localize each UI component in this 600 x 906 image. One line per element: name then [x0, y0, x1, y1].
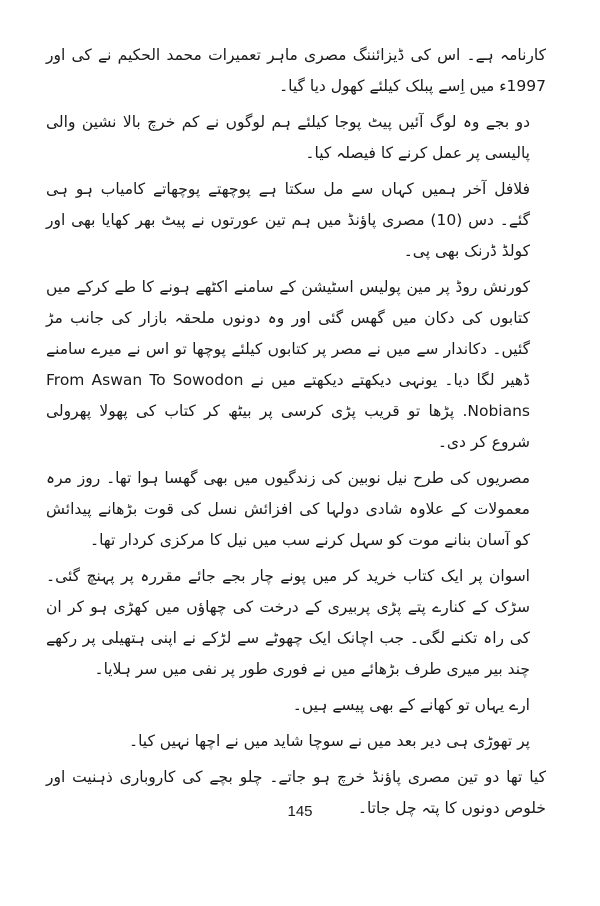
paragraph-1: کارنامہ ہے۔ اس کی ڈیزائننگ مصری ماہر تعمیرات محمد الحکیم نے کی اور 1997ء میں اِسے پبلک کیلئے کھول دیا گیا۔: [46, 46, 546, 95]
paragraph-3: فلافل آخر ہمیں کہاں سے مل سکتا ہے پوچھتے پوچھاتے کامیاب ہو ہی گئے۔ دس (10) مصری پاؤنڈ میں ہم تین عورتوں نے پیٹ بھر کھایا بھی اور کولڈ ڈرنک بھی پی۔: [46, 180, 530, 260]
paragraph-4: کورنش روڈ پر مین پولیس اسٹیشن کے سامنے اکٹھے ہونے کا طے کرکے میں کتابوں کی دکان میں گھس گئی اور وہ دونوں ملحقہ بازار کی جانب مڑ گئیں۔ دکاندار سے میں نے مصر پر کتابوں کیلئے پوچھا تو اس نے میرے سامنے ڈھیر لگا دیا۔ یونہی دیکھتے دیکھتے میں نے From Aswan To Sowodon Nobians. پڑھا تو قریب پڑی کرسی پر بیٹھ کر کتاب کی پھولا پھرولی شروع کر دی۔: [46, 278, 531, 451]
page-number: 145: [287, 803, 313, 820]
page-body: [46, 40, 546, 829]
paragraph-6: اسوان پر ایک کتاب خرید کر میں پونے چار بجے جائے مقررہ پر پہنچ گئی۔ سڑک کے کنارے پتے پڑی پربیری کے درخت کی چھاؤں میں کھڑی ہو کر ان کی راہ تکنے لگی۔ جب اچانک ایک چھوٹے سے لڑکے نے اپنی ہتھیلی پر رکھے چند بیر میری طرف بڑھائے میں نے فوری طور پر نفی میں سر ہلایا۔: [46, 567, 530, 678]
paragraph-5: مصریوں کی طرح نیل نوبین کی زندگیوں میں بھی گھسا ہوا تھا۔ روز مرہ معمولات کے علاوہ شادی دولہا کی افزائش نسل کی قوت بڑھانے پیدائش کو آسان بنانے موت کو سہل کرنے سب میں نیل کا مرکزی کردار تھا۔: [46, 469, 530, 549]
paragraph-7: ارے یہاں تو کھانے کے بھی پیسے ہیں۔: [292, 696, 530, 714]
paragraph-2: دو بجے وہ لوگ آئیں پیٹ پوجا کیلئے ہم لوگوں نے کم خرچ بالا نشین والی پالیسی پر عمل کرنے کا فیصلہ کیا۔: [46, 113, 530, 162]
paragraph-9: کیا تھا دو تین مصری پاؤنڈ خرچ ہو جاتے۔ چلو بچے کی کاروباری ذہنیت اور خلوص دونوں کا پتہ چل جاتا۔: [46, 768, 546, 817]
paragraph-8: پر تھوڑی ہی دیر بعد میں نے سوچا شاید میں نے اچھا نہیں کیا۔: [129, 732, 530, 750]
